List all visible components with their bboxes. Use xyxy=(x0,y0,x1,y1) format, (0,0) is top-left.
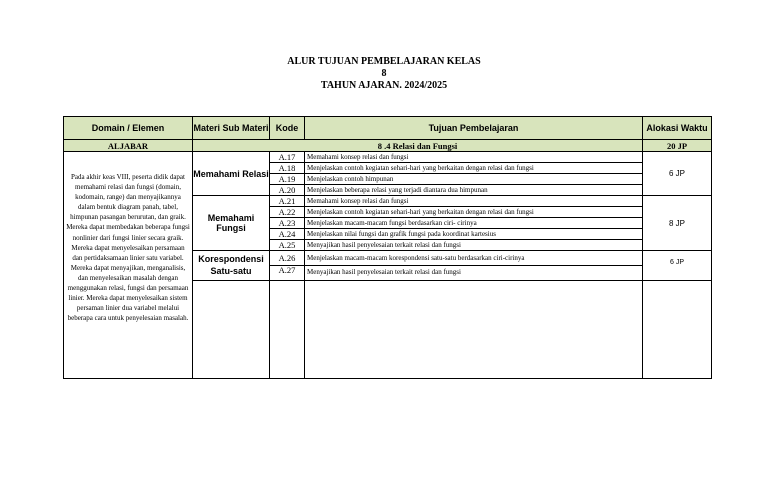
header-kode: Kode xyxy=(270,117,305,140)
subheader-row xyxy=(64,140,712,152)
kode-cell: A.23 xyxy=(270,218,305,229)
kode-cell: A.17 xyxy=(270,152,305,163)
kode-cell: A.25 xyxy=(270,240,305,251)
filler-cell xyxy=(643,281,712,379)
materi-memahami-fungsi: Memahami Fungsi xyxy=(193,196,270,251)
materi-korespondensi: Korespondensi Satu-satu xyxy=(193,251,270,281)
filler-cell xyxy=(193,281,270,379)
domain-description xyxy=(64,152,193,379)
document-title-line2: 8 xyxy=(381,68,387,79)
table-row xyxy=(64,152,712,163)
kode-cell: A.22 xyxy=(270,207,305,218)
table-header-row xyxy=(64,117,712,140)
kode-cell: A.18 xyxy=(270,163,305,174)
tujuan-cell: Menyajikan hasil penyelesaian terkait relasi dan fungsi xyxy=(305,240,643,251)
alokasi-relasi: 6 JP xyxy=(643,152,712,196)
document-title-line3: TAHUN AJARAN. 2024/2025 xyxy=(320,80,448,91)
header-tujuan: Tujuan Pembelajaran xyxy=(305,117,643,140)
description-paragraph-1: Pada akhir keas VIII, peserta didik dapat memahami relasi dan fungsi (domain, kodomain, range) dan menyajikannya dalam bentuk diagram panah, tabel, himpunan pasangan berurutan, dan graik. Mereka dapat membedakan beberapa fungsi nonlinier dari fungsi linier secara graik. Mereka dapat menyelesaikan persamaan dan pertidaksamaan linier satu variabel. xyxy=(66,173,190,262)
alokasi-korespondensi: 6 JP xyxy=(643,251,712,281)
header-domain: Domain / Elemen xyxy=(64,117,193,140)
kode-cell: A.19 xyxy=(270,174,305,185)
header-alokasi: Alokasi Waktu xyxy=(643,117,712,140)
header-materi: Materi Sub Materi xyxy=(193,117,270,140)
kode-cell: A.21 xyxy=(270,196,305,207)
tujuan-cell: Menjelaskan beberapa relasi yang terjadi diantara dua himpunan xyxy=(305,185,643,196)
tujuan-cell: Menyajikan hasil penyelesaian terkait relasi dan fungsi xyxy=(305,266,643,281)
tujuan-cell: Menjelaskan macam-macam fungsi berdasarkan ciri- cirinya xyxy=(305,218,643,229)
filler-cell xyxy=(270,281,305,379)
tujuan-cell: Menjelaskan contoh kegiatan sehari-hari yang berkaitan dengan relasi dan fungsi xyxy=(305,163,643,174)
alokasi-fungsi: 8 JP xyxy=(643,196,712,251)
tujuan-cell: Memahami konsep relasi dan fungsi xyxy=(305,196,643,207)
description-paragraph-2: Mereka dapat menyajikan, menganalisis, dan menyelesaikan masalah dengan menggunakan relasi, fungsi dan persamaan linier. Mereka dapat menyelesaikan sistem persaman linier dua variabel melalui beberapa cara untuk penyelesaian masalah. xyxy=(67,263,189,323)
subheader-tujuan: 8 .4 Relasi dan Fungsi xyxy=(193,140,643,152)
tujuan-cell: Menjelaskan contoh himpunan xyxy=(305,174,643,185)
subheader-alokasi: 20 JP xyxy=(643,140,712,152)
kode-cell: A.24 xyxy=(270,229,305,240)
kode-cell: A.20 xyxy=(270,185,305,196)
alur-tujuan-table xyxy=(63,116,712,379)
filler-cell xyxy=(305,281,643,379)
kode-cell: A.26 xyxy=(270,251,305,266)
tujuan-cell: Menjelaskan nilai fungsi dan grafik fungsi pada koordinat kartesius xyxy=(305,229,643,240)
kode-cell: A.27 xyxy=(270,266,305,281)
tujuan-cell: Menjelaskan macam-macam korespondensi satu-satu berdasarkan ciri-cirinya xyxy=(305,251,643,266)
materi-memahami-relasi: Memahami Relasi xyxy=(193,152,270,196)
subheader-domain: ALJABAR xyxy=(64,140,193,152)
tujuan-cell: Memahami konsep relasi dan fungsi xyxy=(305,152,643,163)
tujuan-cell: Menjelaskan contoh kegiatan sehari-hari yang berkaitan dengan relasi dan fungsi xyxy=(305,207,643,218)
document-title-line1: ALUR TUJUAN PEMBELAJARAN KELAS xyxy=(287,56,481,67)
